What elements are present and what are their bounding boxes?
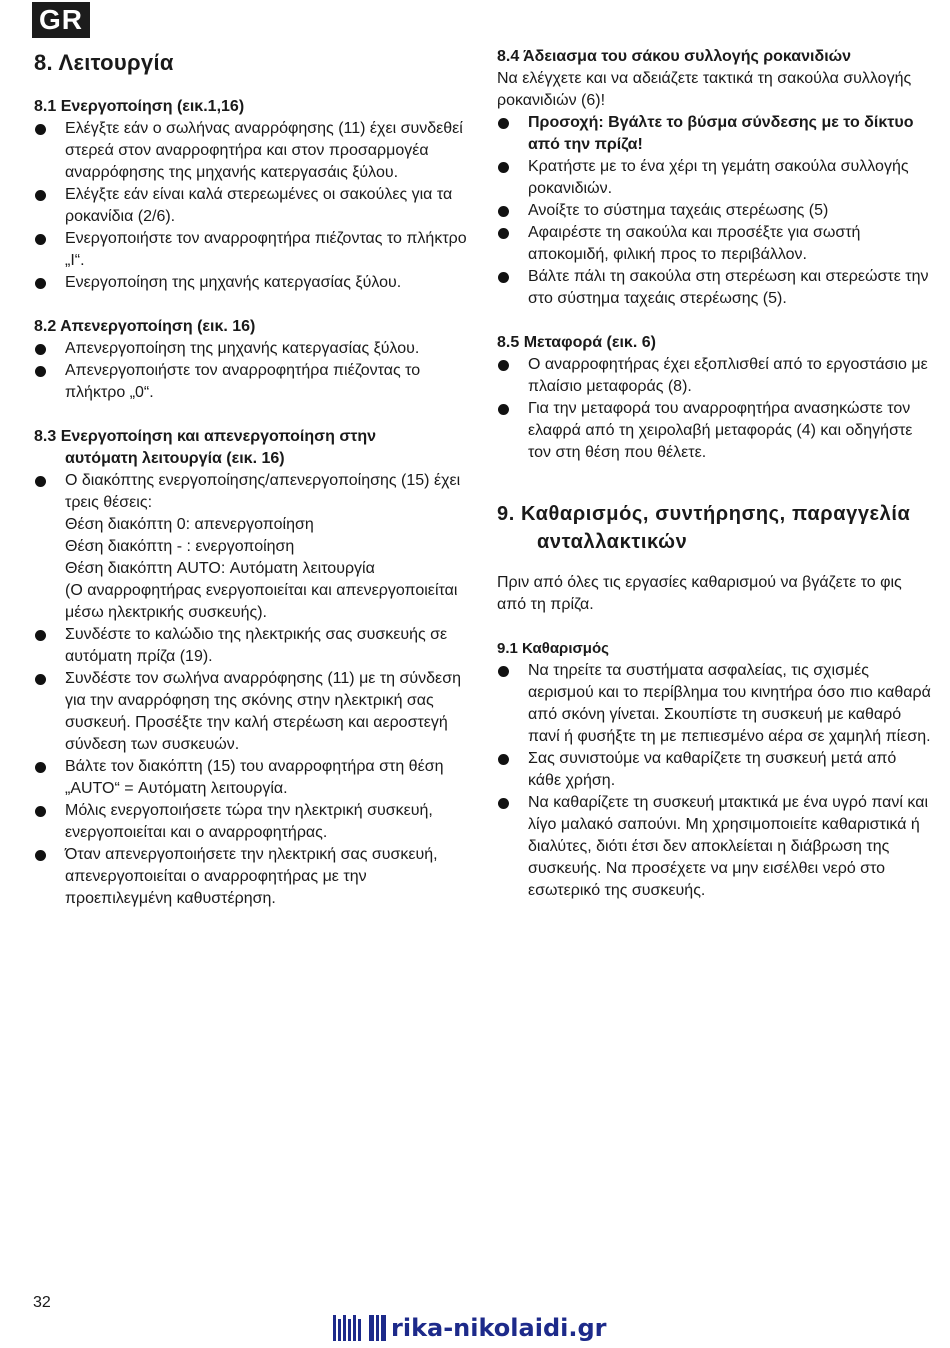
list-item: Μόλις ενεργοποιήσετε τώρα την ηλεκτρική συσκευή, ενεργοποιείται και ο αναρροφητήρας. (34, 800, 474, 844)
section-8-5-heading: 8.5 Μεταφορά (εικ. 6) (497, 334, 656, 351)
list-item: Ελέγξτε εάν ο σωλήνας αναρρόφησης (11) έχει συνδεθεί στερεά στον αναρροφητήρα και στον προσαρμογέα αναρρόφησης της μηχανής κατεργασάις ξύλου. (34, 118, 474, 184)
right-column (497, 46, 932, 902)
list-item: Αφαιρέστε τη σακούλα και προσέξτε για σωστή αποκομιδή, φιλική προς το περιβάλλον. (497, 222, 932, 266)
section-9-title-line1: 9. Καθαρισμός, συντήρησης, παραγγελία (497, 503, 911, 525)
switch-position-auto: Θέση διακόπτη AUTO: Αυτόματη λειτουργία (65, 560, 375, 577)
section-9-title (497, 500, 932, 556)
section-8-2-heading: 8.2 Απενεργοποίηση (εικ. 16) (34, 318, 256, 335)
section-8-3-heading-line2: αυτόματη λειτουργία (εικ. 16) (65, 450, 285, 467)
switch-note: (Ο αναρροφητήρας ενεργοποιείται και απενεργοποιείται μέσω ηλεκτρικής συσκευής). (65, 582, 458, 621)
section-8-5-list (497, 354, 932, 464)
section-9-1-heading: 9.1 Καθαρισμός (497, 640, 609, 657)
left-column (34, 46, 474, 910)
barcode-icon (333, 1315, 388, 1341)
section-9-title-line2: ανταλλακτικών (537, 531, 688, 553)
section-8-2-list (34, 338, 474, 404)
watermark (333, 1308, 606, 1348)
switch-position-0: Θέση διακόπτη 0: απενεργοποίηση (65, 516, 314, 533)
section-8-4-list (497, 112, 932, 310)
list-item: Ενεργοποίηση της μηχανής κατεργασίας ξύλου. (34, 272, 474, 294)
switch-intro: Ο διακόπτης ενεργοποίησης/απενεργοποίησης (15) έχει τρεις θέσεις: (65, 472, 461, 511)
list-item: Να τηρείτε τα συστήματα ασφαλείας, τις σχισμές αερισμού και το περίβλημα του κινητήρα όσο πιο καθαρά από σκόνη γίνεται. Σκουπίστε τη συσκευή με καθαρό πανί ή φυσήξτε τη με πεπιεσμένο αέρα σε χαμηλή πίεση. (497, 660, 932, 748)
list-item: Να καθαρίζετε τη συσκευή μτακτικά με ένα υγρό πανί και λίγο μαλακό σαπούνι. Μη χρησιμοποιείτε καθαριστικά ή διαλύτες, διότι έτσι δεν αποκλείεται η διάβρωση της συσκευής. Να προσέχετε να μην εισέλθει νερό στο εσωτερικό της συσκευής. (497, 792, 932, 902)
section-8-1-heading: 8.1 Ενεργοποίηση (εικ.1,16) (34, 98, 245, 115)
list-item: Απενεργοποίηση της μηχανής κατεργασίας ξύλου. (34, 338, 474, 360)
section-9-intro: Πριν από όλες τις εργασίες καθαρισμού να βγάζετε το φις από τη πρίζα. (497, 574, 902, 613)
language-tag: GR (32, 2, 90, 38)
section-8-4-intro: Να ελέγχετε και να αδειάζετε τακτικά τη σακούλα συλλογής ροκανιδιών (6)! (497, 70, 912, 109)
list-item-switch-positions (34, 470, 474, 624)
section-8-title: 8. Λειτουργία (34, 50, 174, 75)
section-8-3-heading-line1: 8.3 Ενεργοποίηση και απενεργοποίηση στην (34, 428, 377, 445)
section-8-1-list (34, 118, 474, 294)
list-item: Απενεργοποιήστε τον αναρροφητήρα πιέζοντας το πλήκτρο „0“. (34, 360, 474, 404)
page-number: 32 (33, 1294, 51, 1311)
list-item: Σας συνιστούμε να καθαρίζετε τη συσκευή μετά από κάθε χρήση. (497, 748, 932, 792)
list-item: Ενεργοποιήστε τον αναρροφητήρα πιέζοντας το πλήκτρο „I“. (34, 228, 474, 272)
list-item: Βάλτε πάλι τη σακούλα στη στερέωση και στερεώστε την στο σύστημα ταχεάις στερέωσης (5). (497, 266, 932, 310)
section-9-1-list (497, 660, 932, 902)
list-item: Ελέγξτε εάν είναι καλά στερεωμένες οι σακούλες για τα ροκανίδια (2/6). (34, 184, 474, 228)
list-item: Όταν απενεργοποιήσετε την ηλεκτρική σας συσκευή, απενεργοποιείται ο αναρροφητήρας με την προεπιλεγμένη καθυστέρηση. (34, 844, 474, 910)
list-item: Για την μεταφορά του αναρροφητήρα ανασηκώστε τον ελαφρά από τη χειρολαβή μεταφοράς (4) και οδηγήστε τον στη θέση που θέλετε. (497, 398, 932, 464)
switch-position-on: Θέση διακόπτη - : ενεργοποίηση (65, 538, 295, 555)
list-item: Ο αναρροφητήρας έχει εξοπλισθεί από το εργοστάσιο με πλαίσιο μεταφοράς (8). (497, 354, 932, 398)
list-item: Κρατήστε με το ένα χέρι τη γεμάτη σακούλα συλλογής ροκανιδιών. (497, 156, 932, 200)
list-item: Ανοίξτε το σύστημα ταχεάις στερέωσης (5) (497, 200, 932, 222)
warning-item: Προσοχή: Βγάλτε το βύσμα σύνδεσης με το δίκτυο από την πρίζα! (497, 112, 932, 156)
list-item: Συνδέστε τον σωλήνα αναρρόφησης (11) με τη σύνδεση για την αναρρόφηση της σκόνης στην ηλεκτρική σας συσκευή. Προσέξτε την καλή στερέωση και αεροστεγή σύνδεση των συσκευών. (34, 668, 474, 756)
list-item: Βάλτε τον διακόπτη (15) του αναρροφητήρα στη θέση „AUTO“ = Αυτόματη λειτουργία. (34, 756, 474, 800)
list-item: Συνδέστε το καλώδιο της ηλεκτρικής σας συσκευής σε αυτόματη πρίζα (19). (34, 624, 474, 668)
section-8-3-heading (34, 426, 474, 470)
section-8-3-list (34, 470, 474, 910)
section-8-4-heading: 8.4 Άδειασμα του σάκου συλλογής ροκανιδιών (497, 48, 852, 65)
watermark-text: rika-nikolaidi.gr (391, 1314, 607, 1342)
